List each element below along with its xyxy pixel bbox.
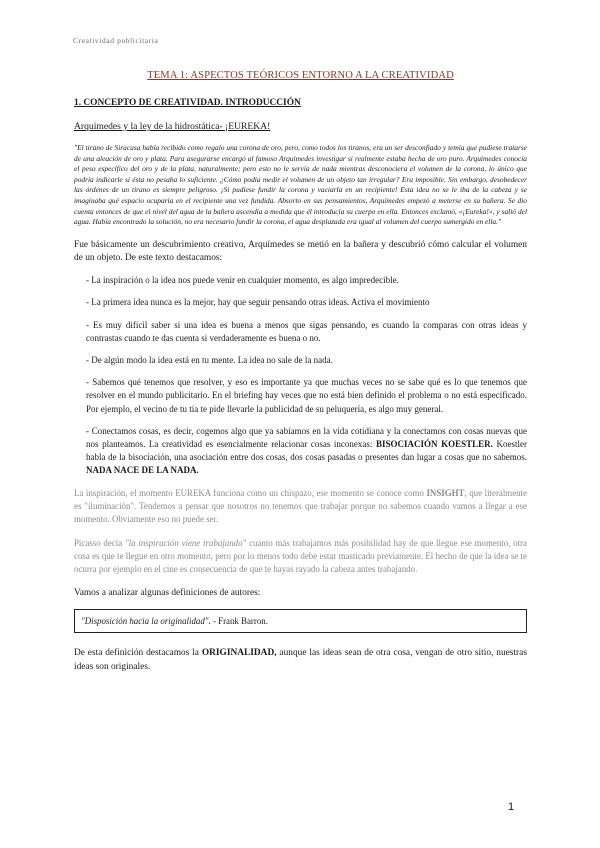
originality-term: ORIGINALIDAD, [201, 648, 277, 659]
bullet-item: - De algún modo la idea está en tu mente. La idea no sale de la nada. [86, 354, 333, 365]
section-heading: 1. CONCEPTO DE CREATIVIDAD. INTRODUCCIÓN [74, 98, 301, 108]
archimedes-quote: "El tirano de Siracusa había recibido como regalo una corona de oro, pero, como todos los tiranos, era un ser desconfiado y temía que pudiese tratarse de una aleación de oro y plata. Para asegurarse encargó al famoso Arquímedes investigar si realmente estaba hecha de oro puro. Arquímedes conocía el peso específico del oro y de la plata, naturalmente; pero esto no le servía de nada mientras desconociera el volumen de la corona, lo único que podría indicarle si ésta no pesaba lo suficiente. ¿Cómo podía medir el volumen de un objeto tan irregular? Era imposible. Sin embargo, desobedecer las órdenes de un tirano es siempre peligroso. ¡Si pudiese fundir la corona y vaciarla en un recipiente! Esta idea no se le iba de la cabeza y se imaginaba qué espacio ocuparía en el recipiente una vez fundida. Absorto en sus pensamientos, Arquímedes empezó a meterse en su bañera. Se dio cuenta entonces de que el nivel del agua de la bañera ascendía a medida que él introducía su cuerpo en ella. Entonces exclamó, «¡Eureka!», y salió del agua. Había encontrado la solución, no era necesario fundir la corona, el agua desplazada era igual al volumen del cuerpo sumergido en ella." [74, 143, 527, 227]
bisociation-term: BISOCIACIÓN KOESTLER. [376, 438, 493, 449]
definition-quote: "Disposición hacia la originalidad" [81, 616, 209, 627]
picasso-paragraph: Picasso decía "la inspiración viene trabajando" cuanto más trabajamos más posibilidad hay de que llegue ese momento, otra cosa es que te llegue en otro momento, pero por lo menos todo debe estar masticado previamente. El hecho de que la idea se te ocurra por ejemplo en el cine es consecuencia de que te hayas rayado la cabeza antes trabajando. [74, 537, 527, 575]
bullet-item: - La primera idea nunca es la mejor, hay que seguir pensando otras ideas. Activa el movimiento [86, 297, 430, 308]
bullet-item: - Es muy difícil saber si una idea es buena a menos que sigas pensando, es cuando la comparas con otras ideas y contrastas cuando te das cuenta si verdaderamente es buena o no. [86, 319, 527, 343]
document-title: TEMA 1: ASPECTOS TEÓRICOS ENTORNO A LA CREATIVIDAD [147, 70, 454, 81]
bullet-item: - Sabemos qué tenemos que resolver, y eso es importante ya que muchas veces no se sabe qué es lo que tenemos que resolver en el mundo publicitario. En el briefing hay veces que no está bien definido el problema o no está especificado. Por ejemplo, el vecino de tu tía te pide llevarle la publicidad de su peluquería, es algo muy general. [86, 377, 527, 414]
insight-term: INSIGHT [426, 487, 465, 498]
bullet-item-bisociation: - Conectamos cosas, es decir, cogemos algo que ya sabíamos en la vida cotidiana y la conectamos con cosas nuevas que nos planteamos. La creatividad es esencialmente relacionar cosas inconexas: BISOCIACIÓN KOESTLER. Koestler habla de la bisociación, una asociación entre dos cosas, dos cosas pasadas o presentes dan lugar a cosas que no sabemos. NADA NACE DE LA NADA. [86, 425, 527, 476]
page-body [74, 70, 527, 683]
running-header: Creatividad publicitaria [73, 36, 159, 45]
subsection-heading: Arquímedes y la ley de la hidrostática- ¡EUREKA! [74, 121, 271, 132]
final-paragraph: De esta definición destacamos la ORIGINALIDAD, aunque las ideas sean de otra cosa, vengan de otro sitio, nuestras ideas son originales. [74, 648, 527, 672]
nothing-from-nothing-term: NADA NACE DE LA NADA. [86, 465, 199, 476]
picasso-quote: "la inspiración viene trabajando" [124, 537, 247, 548]
page-number: 1 [508, 801, 515, 813]
bullet-item: - La inspiración o la idea nos puede venir en cualquier momento, es algo impredecible. [86, 275, 399, 286]
insight-paragraph: La inspiración, el momento EUREKA funciona como un chispazo, ese momento se conoce como INSIGHT, que literalmente es "iluminación". Tendemos a pensar que nosotros no tenemos que trabajar porque no sabemos cuando vamos a llegar a ese momento. Obviamente eso no puede ser. [74, 487, 527, 524]
definition-author: . - Frank Barron. [208, 616, 268, 627]
definitions-intro: Vamos a analizar algunas definiciones de autores: [74, 588, 261, 599]
definition-box [74, 609, 527, 633]
intro-paragraph: Fue básicamente un descubrimiento creativo, Arquímedes se metió en la bañera y descubrió cómo calcular el volumen de un objeto. De este texto destacamos: [74, 239, 527, 263]
